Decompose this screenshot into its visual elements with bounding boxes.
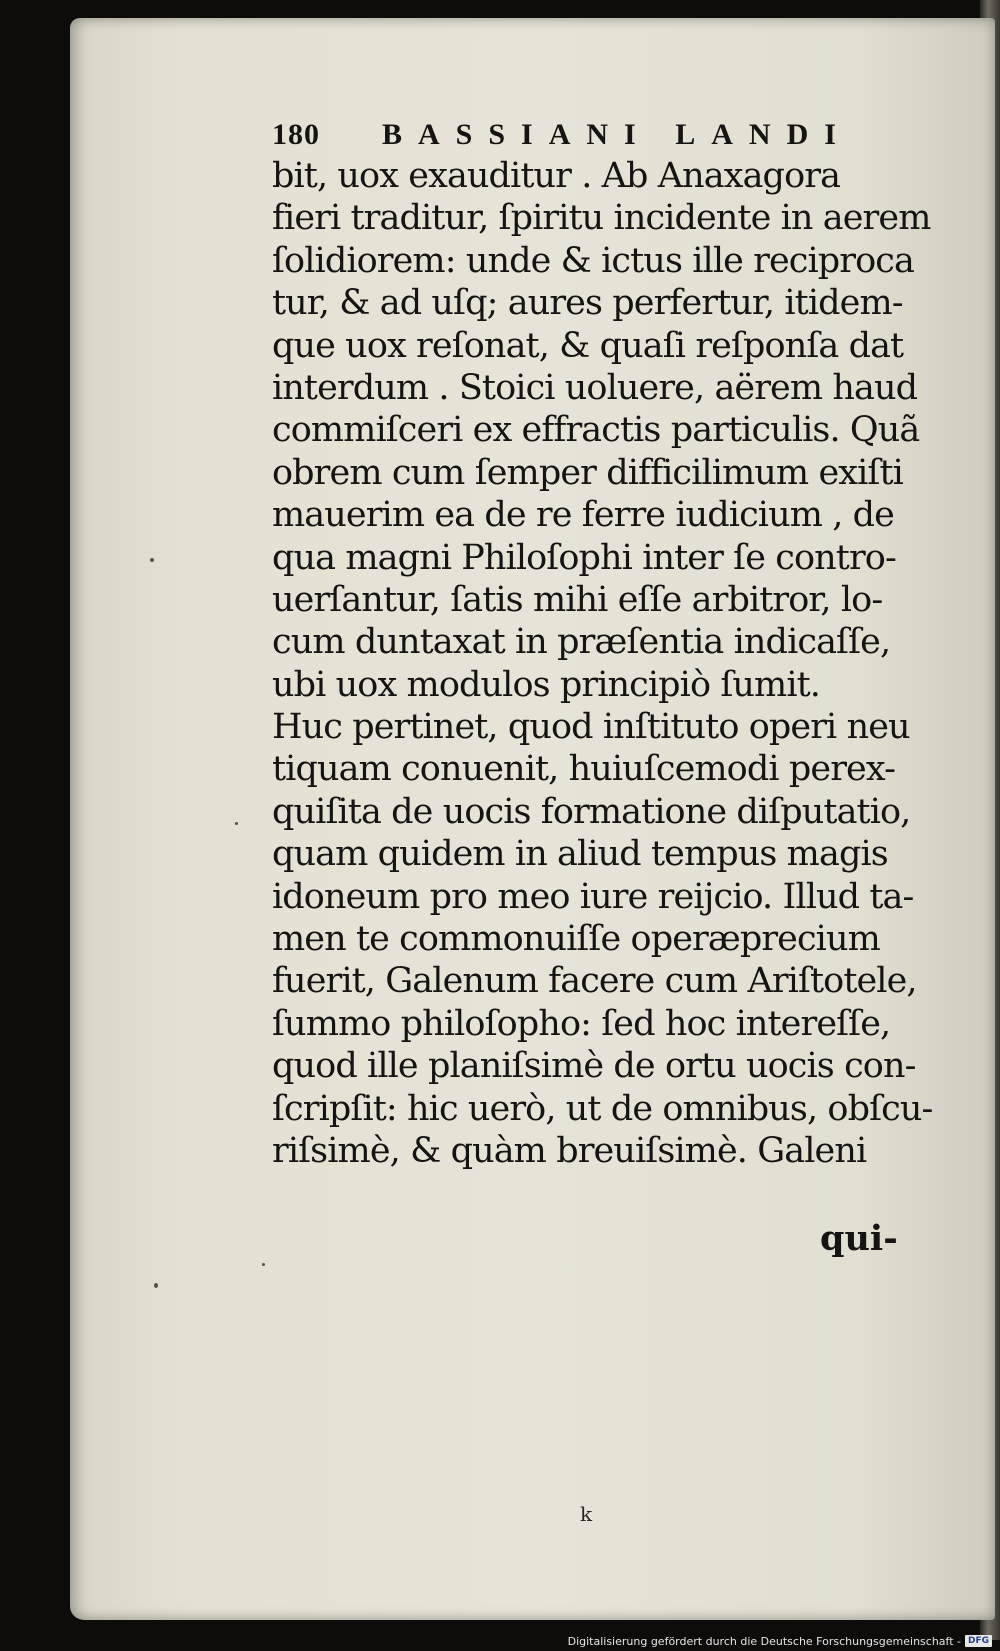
text-line: fieri traditur, ſpiritu incidente in aerem bbox=[272, 198, 931, 239]
catchword: qui- bbox=[820, 1218, 898, 1259]
text-line: cum duntaxat in præſentia indicaſſe, bbox=[272, 622, 891, 663]
text-line: ſolidiorem: unde & ictus ille reciproca bbox=[272, 240, 914, 281]
text-line: men te commonuiſſe operæprecium bbox=[272, 919, 880, 960]
text-line: Huc pertinet, quod inſtituto operi neu bbox=[272, 707, 910, 748]
speck bbox=[154, 1283, 158, 1288]
text-line: tiquam conuenit, huiuſcemodi perex- bbox=[272, 749, 895, 790]
signature-mark: k bbox=[580, 1502, 593, 1526]
running-head bbox=[272, 115, 937, 155]
text-line: mauerim ea de re ferre iudicium , de bbox=[272, 495, 894, 536]
page-number: 180 bbox=[272, 118, 320, 151]
digitization-credit bbox=[568, 1634, 992, 1648]
text-line: interdum . Stoici uoluere, aërem haud bbox=[272, 367, 918, 408]
running-title: BASSIANI LANDI bbox=[382, 118, 852, 151]
credit-text: Digitalisierung gefördert durch die Deutsche Forschungsgemeinschaft - bbox=[567, 1634, 961, 1648]
text-line: ſcripſit: hic uerò, ut de omnibus, obſcu- bbox=[272, 1088, 933, 1129]
text-line: ſummo philoſopho: ſed hoc intereſſe, bbox=[272, 1003, 891, 1044]
dfg-logo: DFG bbox=[965, 1635, 992, 1647]
text-line: que uox reſonat, & quaſi reſponſa dat bbox=[272, 325, 904, 366]
text-line: fuerit, Galenum facere cum Ariſtotele, bbox=[272, 961, 917, 1002]
text-line: quod ille planiſsimè de ortu uocis con- bbox=[272, 1046, 916, 1087]
text-line: commiſceri ex effractis particulis. Quã bbox=[272, 410, 920, 451]
text-line: uerſantur, ſatis mihi eſſe arbitror, lo- bbox=[272, 579, 883, 620]
text-line: obrem cum ſemper difficilimum exiſti bbox=[272, 452, 903, 493]
text-line: bit, uox exauditur . Ab Anaxagora bbox=[272, 156, 841, 196]
speck bbox=[262, 1263, 265, 1266]
body-text bbox=[272, 155, 937, 1172]
text-block bbox=[272, 115, 937, 1172]
text-line: quam quidem in aliud tempus magis bbox=[272, 834, 888, 875]
speck bbox=[235, 822, 238, 825]
text-line: riſsimè, & quàm breuiſsimè. Galeni bbox=[272, 1130, 867, 1171]
text-line: qua magni Philoſophi inter ſe contro- bbox=[272, 537, 896, 578]
text-line: quiſita de uocis formatione diſputatio, bbox=[272, 791, 911, 832]
text-line: ubi uox modulos principiò ſumit. bbox=[272, 664, 821, 705]
text-line: tur, & ad uſq; aures perfertur, itidem- bbox=[272, 283, 903, 324]
text-line: idoneum pro meo iure reijcio. Illud ta- bbox=[272, 876, 914, 917]
speck bbox=[150, 558, 154, 562]
